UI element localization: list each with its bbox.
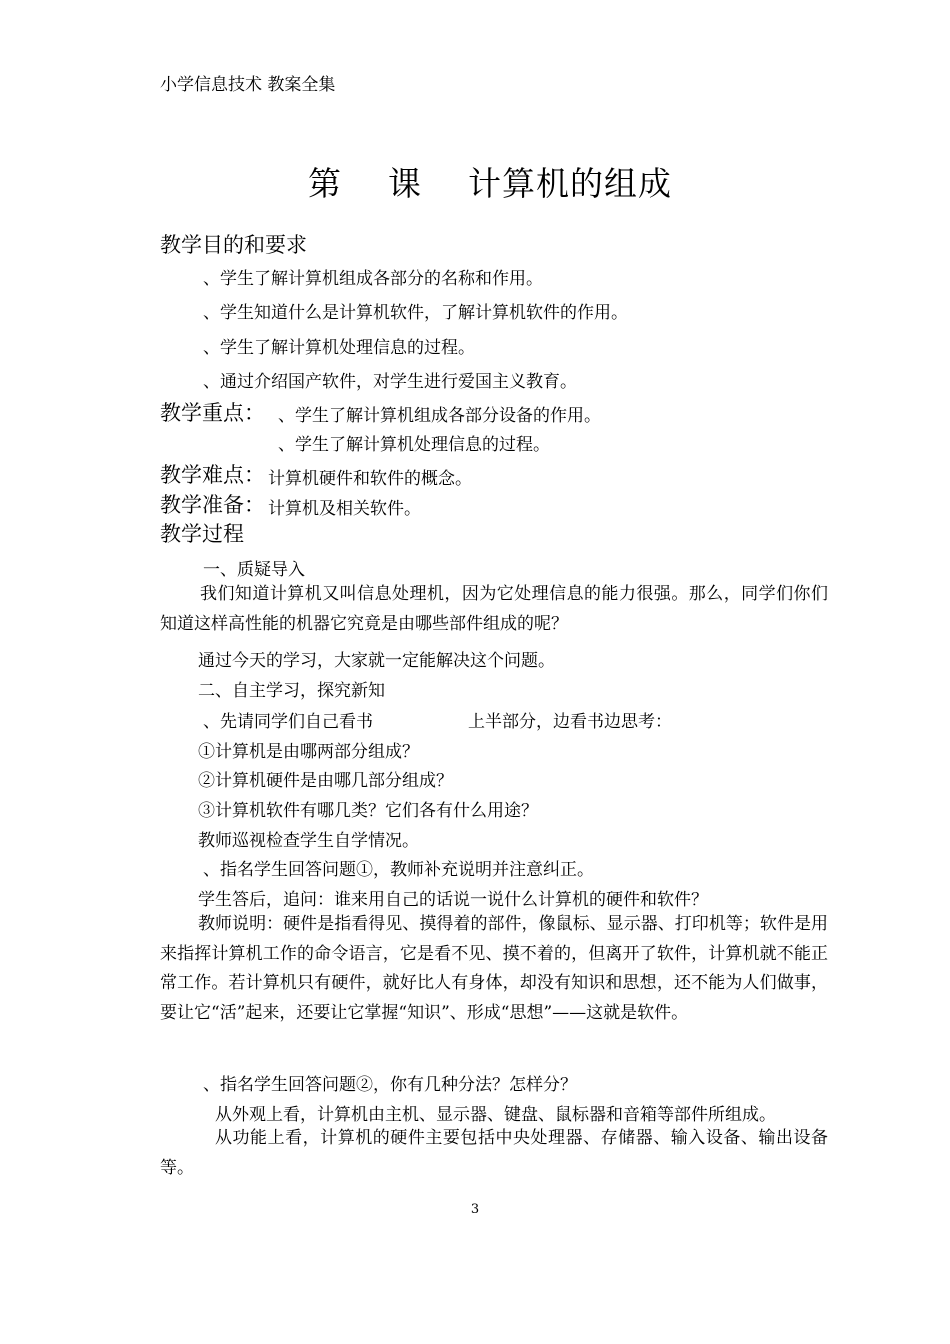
paragraph: 教师巡视检查学生自学情况。 — [198, 831, 419, 851]
process-heading: 教学过程 — [160, 522, 244, 546]
paragraph: 通过今天的学习，大家就一定能解决这个问题。 — [198, 651, 555, 671]
objective-item: 、通过介绍国产软件，对学生进行爱国主义教育。 — [203, 372, 577, 392]
step-text-continued: 上半部分，边看书边思考： — [468, 712, 672, 732]
section-heading: 一、质疑导入 — [203, 560, 305, 580]
preparation-text: 计算机及相关软件。 — [268, 499, 421, 519]
paragraph: 我们知道计算机又叫信息处理机，因为它处理信息的能力很强。那么，同学们你们知道这样高性能的机器它究竟是由哪些部件组成的呢？ — [160, 584, 828, 634]
objective-item: 、学生了解计算机处理信息的过程。 — [203, 338, 475, 358]
question-item: ③计算机软件有哪几类？它们各有什么用途？ — [198, 801, 538, 821]
paragraph: 学生答后，追问：谁来用自己的话说一说什么计算机的硬件和软件？ — [198, 890, 708, 910]
running-header: 小学信息技术 教案全集 — [160, 75, 336, 95]
step-text: 、指名学生回答问题①，教师补充说明并注意纠正。 — [203, 860, 594, 880]
page-number: 3 — [470, 1202, 480, 1217]
paragraph: 从外观上看，计算机由主机、显示器、键盘、鼠标器和音箱等部件所组成。 — [215, 1105, 776, 1125]
question-item: ②计算机硬件是由哪几部分组成？ — [198, 771, 453, 791]
paragraph: 从功能上看，计算机的硬件主要包括中央处理器、存储器、输入设备、输出设备等。 — [160, 1128, 828, 1178]
key-points-heading: 教学重点： — [160, 401, 265, 425]
key-point-item: 、学生了解计算机处理信息的过程。 — [278, 435, 550, 455]
step-text: 、先请同学们自己看书 — [203, 712, 373, 732]
difficulty-text: 计算机硬件和软件的概念。 — [268, 469, 472, 489]
question-item: ①计算机是由哪两部分组成？ — [198, 742, 419, 762]
objectives-heading: 教学目的和要求 — [160, 233, 307, 257]
difficulty-heading: 教学难点： — [160, 463, 265, 487]
paragraph: 教师说明：硬件是指看得见、摸得着的部件，像鼠标、显示器、打印机等；软件是用来指挥计算机工作的命令语言，它是看不见、摸不着的，但离开了软件，计算机就不能正常工作。若计算机只有硬件，就好比人有身体，却没有知识和思想，还不能为人们做事，要让它“活”起来，还要让它掌握“知识”、形成“思想”——这就是软件。 — [160, 914, 828, 1023]
objective-item: 、学生知道什么是计算机软件，了解计算机软件的作用。 — [203, 303, 628, 323]
step-text: 、指名学生回答问题②，你有几种分法？怎样分？ — [203, 1075, 577, 1095]
objective-item: 、学生了解计算机组成各部分的名称和作用。 — [203, 269, 543, 289]
key-point-item: 、学生了解计算机组成各部分设备的作用。 — [278, 406, 601, 426]
section-heading: 二、自主学习，探究新知 — [198, 681, 385, 701]
lesson-title: 第 课 计算机的组成 — [308, 164, 672, 203]
preparation-heading: 教学准备： — [160, 493, 265, 517]
